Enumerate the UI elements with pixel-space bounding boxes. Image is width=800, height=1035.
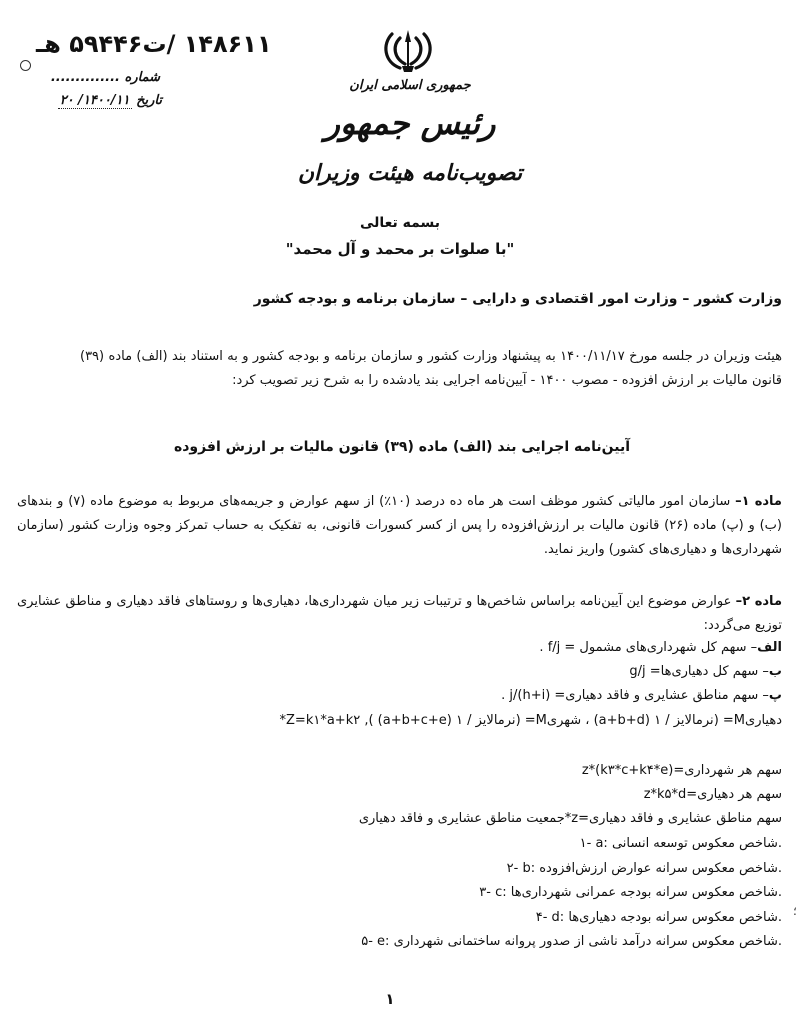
- iran-emblem-icon: [378, 26, 438, 74]
- definition-be-text: – سهم کل دهیاری‌ها= g/j: [629, 664, 769, 679]
- definition-pe-text: – سهم مناطق عشایری و فاقد دهیاری= (h+i)/j .: [501, 688, 769, 703]
- intro-paragraph: هیئت وزیران در جلسه مورخ ۱۴۰۰/۱۱/۱۷ به پیشنهاد وزارت کشور و سازمان برنامه و بودجه کشور و به استناد بند (الف) ماده (۳۹) قانون مالیات بر ارزش افزوده - مصوب ۱۴۰۰ - آیین‌نامه اجرایی بند یادشده را به شرح زیر تصویب کرد:: [80, 349, 782, 388]
- definition-alef-label: الف: [757, 640, 782, 655]
- letter-date-line: [38, 93, 162, 108]
- letter-number-line: [38, 70, 160, 85]
- article-1-label: ماده ۱–: [735, 494, 782, 509]
- article-1-paragraph: [17, 490, 782, 562]
- definition-pe-label: پ: [768, 688, 782, 703]
- formula-municipality-share: سهم هر شهرداری=z*(k۳*c+k۴*e): [581, 763, 782, 778]
- cabinet-decree-title: تصویب‌نامه هیئت وزیران: [297, 160, 523, 186]
- number-label: شماره: [124, 70, 160, 85]
- index-item: ۲- b: شاخص معکوس سرانه عوارض ارزش‌افزوده.: [506, 861, 782, 876]
- definition-alef-text: – سهم کل شهرداری‌های مشمول = f/j .: [539, 640, 758, 655]
- addressees-line: وزارت کشور – وزارت امور اقتصادی و دارایی – سازمان برنامه و بودجه کشور: [253, 291, 782, 307]
- definition-be-label: ب: [768, 664, 782, 679]
- definition-alef: [17, 640, 782, 655]
- invocation-line: بسمه تعالی: [359, 215, 441, 231]
- date-label: تاریخ: [136, 93, 162, 108]
- presidency-title: رئیس جمهور: [324, 104, 496, 142]
- page-number: ۱: [385, 990, 395, 1008]
- edge-mark: ؛: [793, 904, 797, 918]
- number-dots: ..............: [50, 70, 120, 85]
- index-item: ۵- e: شاخص معکوس سرانه درآمد ناشی از صدور پروانه ساختمانی شهرداری.: [361, 934, 782, 949]
- article-2-paragraph: [17, 590, 782, 638]
- punch-hole-mark: [20, 60, 31, 71]
- definition-be: [17, 664, 782, 679]
- index-item: ۱- a: شاخص معکوس توسعه انسانی.: [579, 836, 782, 851]
- definition-pe: [17, 688, 782, 703]
- formula-village-share: سهم هر دهیاری=z*k۵*d: [643, 787, 782, 802]
- date-value: ۱۴۰۰/۱۱/ ۲۰: [59, 93, 130, 108]
- article-2-label: ماده ۲–: [735, 594, 782, 609]
- article-1-text: سازمان امور مالیاتی کشور موظف است هر ماه ده درصد (۱۰٪) از سهم عوارض و جریمه‌های مربوط به موضوع ماده (۷) و بندهای (ب) و (پ) ماده (۲۶) قانون مالیات بر ارزش‌افزوده را پس از کسر کسورات قانونی، به تفکیک به حساب تمرکز وجوه وزارت کشور (سازمان شهرداری‌ها و دهیاری‌های کشور) واریز نماید.: [17, 494, 782, 557]
- index-item: ۴- d: شاخص معکوس سرانه بودجه دهیاری‌ها.: [535, 910, 782, 925]
- country-name: جمهوری اسلامی ایران: [349, 78, 471, 93]
- formula-tribal-share: سهم مناطق عشایری و فاقد دهیاری=z*جمعیت مناطق عشایری و فاقد دهیاری: [358, 811, 782, 826]
- regulation-title: آیین‌نامه اجرایی بند (الف) ماده (۳۹) قانون مالیات بر ارزش افزوده: [173, 439, 631, 455]
- formula-z-m: *Z=k۱*a+k۲ ,( (a+b+c+e) نرمالایز / ۱) =M‌شهری ، (a+b+d) نرمالایز / ۱) =Mدهیاری: [279, 713, 782, 728]
- salawat-line: "با صلوات بر محمد و آل محمد": [285, 240, 515, 258]
- index-item: ۳- c: شاخص معکوس سرانه بودجه عمرانی شهرداری‌ها.: [479, 885, 782, 900]
- article-2-text: عوارض موضوع این آیین‌نامه براساس شاخص‌ها و ترتیبات زیر میان شهرداری‌ها، دهیاری‌ها و روستاهای فاقد دهیاری و مناطق عشایری توزیع می‌گردد:: [17, 594, 782, 633]
- registry-number: ۱۴۸۶۱۱ /ت۵۹۴۴۶ هـ: [36, 30, 272, 58]
